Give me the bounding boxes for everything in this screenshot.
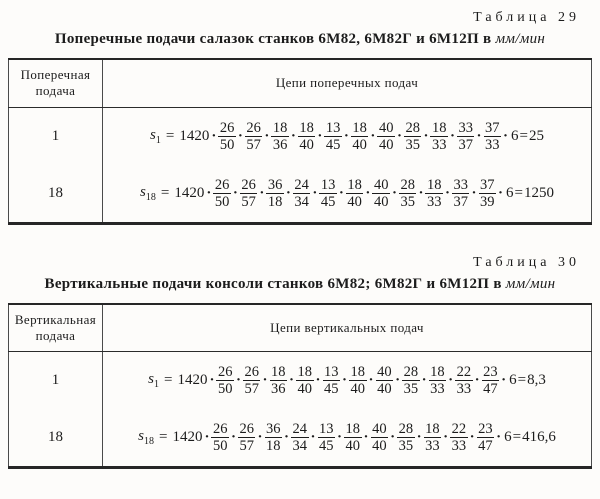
multiply-dot-icon: · (317, 127, 323, 144)
fraction-denominator: 33 (485, 136, 500, 153)
gear-ratio-fraction (477, 421, 495, 454)
fraction-denominator: 45 (319, 438, 334, 455)
equals-sign: = (517, 372, 527, 389)
gear-ratio-fraction (265, 421, 283, 454)
fraction-numerator: 18 (352, 119, 367, 136)
fraction-denominator: 37 (458, 136, 473, 153)
gear-ratio-fraction (402, 364, 420, 397)
gear-ratio-fraction (425, 177, 443, 210)
feed-chain-formula (103, 120, 591, 153)
gear-ratio-fraction (271, 120, 289, 153)
table-row (9, 352, 592, 410)
fraction-numerator: 13 (325, 119, 341, 136)
fraction-numerator: 18 (425, 421, 440, 438)
fraction-numerator: 18 (272, 119, 288, 136)
fraction-numerator: 13 (319, 421, 334, 438)
fraction-numerator: 26 (244, 364, 259, 381)
formula-subscript: 1 (153, 379, 159, 391)
fraction-denominator: 40 (345, 438, 361, 455)
equals-sign: = (163, 372, 173, 389)
fraction-numerator: 24 (294, 176, 309, 193)
fraction-denominator: 18 (266, 438, 281, 455)
equals-sign: = (160, 184, 170, 201)
fraction-denominator: 34 (294, 193, 309, 210)
fraction-denominator: 40 (377, 381, 392, 398)
fraction-denominator: 33 (451, 438, 467, 455)
fraction-denominator: 57 (239, 438, 254, 455)
fraction-denominator: 34 (292, 438, 308, 455)
multiply-dot-icon: · (237, 127, 243, 144)
table-title-unit: мм/мин (495, 31, 546, 47)
multiply-dot-icon: · (342, 372, 348, 389)
multiply-dot-icon: · (474, 372, 480, 389)
fraction-denominator: 40 (352, 136, 367, 153)
fraction-numerator: 40 (378, 119, 394, 136)
gear-ratio-fraction (450, 421, 468, 454)
formula-subscript: 18 (145, 191, 156, 203)
table-row (9, 165, 592, 223)
multiply-dot-icon: · (396, 127, 402, 144)
table-caption: Таблица 30 (473, 254, 580, 270)
gear-ratio-fraction (399, 177, 417, 210)
header-row (9, 304, 592, 352)
fraction-denominator: 57 (241, 193, 256, 210)
gear-ratio-fraction (404, 120, 422, 153)
multiply-dot-icon: · (262, 372, 268, 389)
fraction-denominator: 45 (324, 381, 339, 398)
gear-ratio-fraction (455, 364, 473, 397)
gear-ratio-fraction (351, 120, 369, 153)
equals-sign: = (519, 127, 528, 144)
fraction-denominator: 40 (372, 438, 387, 455)
multiply-dot-icon: · (448, 372, 454, 389)
multiply-dot-icon: · (496, 429, 502, 446)
multiply-dot-icon: · (285, 184, 291, 201)
multiply-dot-icon: · (498, 184, 504, 201)
formula-coefficient: 1420 (172, 429, 203, 446)
equals-sign: = (512, 429, 522, 446)
multiply-dot-icon: · (363, 429, 369, 446)
gear-ratio-fraction (349, 364, 367, 397)
table-caption: Таблица 29 (473, 10, 580, 25)
gear-ratio-fraction (216, 364, 234, 397)
formula-result: 1250 (523, 184, 554, 201)
fraction-numerator: 28 (403, 364, 419, 381)
fraction-numerator: 40 (373, 176, 389, 193)
gear-ratio-fraction (319, 177, 337, 210)
gear-ratio-fraction (238, 421, 256, 454)
multiply-dot-icon: · (230, 429, 236, 446)
fraction-denominator: 47 (483, 381, 498, 398)
fraction-denominator: 50 (219, 136, 235, 153)
gear-ratio-fraction (346, 177, 364, 210)
multiply-dot-icon: · (290, 127, 296, 144)
gear-ratio-fraction (482, 364, 500, 397)
fraction-numerator: 18 (430, 364, 445, 381)
fraction-denominator: 35 (400, 193, 415, 210)
multiply-dot-icon: · (259, 184, 265, 201)
formula-coefficient: 1420 (179, 127, 210, 144)
multiply-dot-icon: · (370, 127, 376, 144)
multiply-dot-icon: · (232, 184, 238, 201)
fraction-numerator: 18 (431, 119, 447, 136)
multiply-dot-icon: · (289, 372, 295, 389)
fraction-numerator: 36 (266, 421, 281, 438)
equals-sign: = (158, 429, 168, 446)
fraction-numerator: 36 (267, 176, 283, 193)
formula-coefficient: 1420 (177, 372, 208, 389)
fraction-numerator: 18 (345, 421, 361, 438)
fraction-numerator: 18 (350, 364, 366, 381)
fraction-numerator: 24 (292, 421, 308, 438)
multiply-dot-icon: · (423, 127, 429, 144)
feed-number: 1 (9, 352, 103, 410)
column-header-feed (9, 59, 103, 107)
fraction-numerator: 22 (451, 421, 467, 438)
fraction-denominator: 45 (320, 193, 336, 210)
multiply-dot-icon: · (443, 429, 449, 446)
feed-number: 18 (9, 410, 103, 468)
formula-cell (103, 410, 592, 468)
fraction-numerator: 37 (480, 176, 495, 193)
gear-ratio-fraction (424, 421, 442, 454)
gear-ratio-fraction (266, 177, 284, 210)
gear-ratio-fraction (372, 177, 390, 210)
fraction-denominator: 40 (350, 381, 366, 398)
fraction-denominator: 35 (403, 381, 419, 398)
multiply-dot-icon: · (368, 372, 374, 389)
transverse-feeds-table (8, 58, 592, 225)
multiply-dot-icon: · (315, 372, 321, 389)
formula-cell (103, 165, 592, 223)
fraction-numerator: 28 (405, 119, 420, 136)
fraction-numerator: 26 (217, 364, 233, 381)
fraction-denominator: 50 (217, 381, 233, 398)
fraction-numerator: 40 (377, 364, 392, 381)
fraction-denominator: 45 (325, 136, 341, 153)
fraction-denominator: 40 (373, 193, 389, 210)
gear-ratio-fraction (323, 364, 341, 397)
multiply-dot-icon: · (257, 429, 263, 446)
feed-chain-formula (103, 177, 591, 210)
equals-sign: = (165, 127, 175, 144)
fraction-denominator: 36 (272, 136, 288, 153)
fraction-denominator: 33 (426, 193, 442, 210)
fraction-denominator: 33 (430, 381, 445, 398)
fraction-numerator: 26 (239, 421, 254, 438)
formula-variable-group (138, 428, 154, 447)
fraction-numerator: 26 (212, 421, 228, 438)
gear-ratio-fraction (397, 421, 415, 454)
gear-ratio-fraction (240, 177, 258, 210)
formula-tail-factor: 6 (511, 127, 519, 144)
formula-result: 416,6 (522, 429, 556, 446)
column-header-chains: Цепи вертикальных подач (103, 304, 592, 352)
fraction-numerator: 26 (241, 176, 256, 193)
gear-ratio-fraction (245, 120, 263, 153)
formula-variable: s (148, 371, 154, 388)
fraction-denominator: 40 (347, 193, 362, 210)
multiply-dot-icon: · (503, 127, 509, 144)
column-header-chains: Цепи поперечных подач (103, 59, 592, 107)
table-body (9, 107, 592, 223)
formula-cell (103, 107, 592, 165)
multiply-dot-icon: · (310, 429, 316, 446)
gear-ratio-fraction (479, 177, 497, 210)
feed-number: 1 (9, 107, 103, 165)
formula-tail-factor: 6 (504, 429, 512, 446)
fraction-denominator: 33 (425, 438, 440, 455)
formula-tail-factor: 6 (506, 184, 514, 201)
fraction-numerator: 18 (426, 176, 442, 193)
column-header-feed-line2: подача (35, 327, 76, 343)
header-row (9, 59, 592, 107)
table-body (9, 352, 592, 468)
gear-ratio-fraction (324, 120, 342, 153)
table-title-unit: мм/мин (505, 275, 556, 292)
gear-ratio-fraction (243, 364, 261, 397)
gear-ratio-fraction (376, 364, 394, 397)
gear-ratio-fraction (296, 364, 314, 397)
gear-ratio-fraction (430, 120, 448, 153)
gear-ratio-fraction (218, 120, 236, 153)
gear-ratio-fraction (211, 421, 229, 454)
multiply-dot-icon: · (449, 127, 455, 144)
gear-ratio-fraction (457, 120, 475, 153)
fraction-denominator: 40 (378, 136, 394, 153)
multiply-dot-icon: · (421, 372, 427, 389)
formula-coefficient: 1420 (174, 184, 205, 201)
column-header-feed-line2: подача (35, 83, 76, 99)
table-title-text: Вертикальные подачи консоли станков 6М82; 6М82Г и 6М12П в (44, 275, 502, 292)
fraction-denominator: 57 (246, 136, 261, 153)
fraction-numerator: 18 (271, 364, 286, 381)
gear-ratio-fraction (371, 421, 389, 454)
multiply-dot-icon: · (471, 184, 477, 201)
fraction-denominator: 18 (267, 193, 283, 210)
multiply-dot-icon: · (204, 429, 210, 446)
multiply-dot-icon: · (235, 372, 241, 389)
table-title-text: Поперечные подачи салазок станков 6М82, 6М82Г и 6М12П в (54, 31, 492, 47)
multiply-dot-icon: · (365, 184, 371, 201)
fraction-numerator: 23 (478, 421, 493, 438)
multiply-dot-icon: · (338, 184, 344, 201)
gear-ratio-fraction (452, 177, 470, 210)
table-row (9, 107, 592, 165)
fraction-denominator: 50 (214, 193, 230, 210)
gear-ratio-fraction (298, 120, 316, 153)
formula-subscript: 1 (155, 134, 161, 146)
fraction-numerator: 40 (372, 421, 387, 438)
formula-result: 25 (528, 127, 544, 144)
fraction-numerator: 26 (214, 176, 230, 193)
formula-variable: s (140, 183, 146, 200)
fraction-numerator: 18 (299, 119, 314, 136)
formula-variable-group (140, 184, 156, 203)
fraction-numerator: 33 (453, 176, 468, 193)
fraction-denominator: 37 (453, 193, 468, 210)
gear-ratio-fraction (377, 120, 395, 153)
table-30-block (8, 255, 592, 470)
gear-ratio-fraction (213, 177, 231, 210)
multiply-dot-icon: · (395, 372, 401, 389)
fraction-numerator: 28 (400, 176, 415, 193)
column-header-feed (9, 304, 103, 352)
multiply-dot-icon: · (337, 429, 343, 446)
gear-ratio-fraction (344, 421, 362, 454)
table-29-block (8, 10, 592, 225)
gear-ratio-fraction (484, 120, 502, 153)
table-row (9, 410, 592, 468)
fraction-numerator: 23 (483, 364, 498, 381)
multiply-dot-icon: · (284, 429, 290, 446)
fraction-denominator: 33 (456, 381, 472, 398)
gear-ratio-fraction (293, 177, 311, 210)
formula-variable: s (138, 428, 144, 445)
gear-ratio-fraction (291, 421, 309, 454)
column-header-feed-line1: Вертикальная (14, 311, 97, 327)
multiply-dot-icon: · (416, 429, 422, 446)
multiply-dot-icon: · (264, 127, 270, 144)
fraction-numerator: 13 (320, 176, 336, 193)
table-title (8, 276, 592, 293)
fraction-denominator: 35 (405, 136, 420, 153)
formula-variable-group (148, 371, 159, 390)
fraction-numerator: 22 (456, 364, 472, 381)
feed-number: 18 (9, 165, 103, 223)
multiply-dot-icon: · (418, 184, 424, 201)
multiply-dot-icon: · (476, 127, 482, 144)
multiply-dot-icon: · (343, 127, 349, 144)
formula-subscript: 18 (143, 436, 154, 448)
column-header-feed-line1: Поперечная (20, 67, 91, 82)
fraction-numerator: 26 (219, 119, 235, 136)
fraction-numerator: 13 (324, 364, 339, 381)
fraction-denominator: 50 (212, 438, 228, 455)
fraction-denominator: 40 (297, 381, 313, 398)
feed-chain-formula (103, 421, 591, 454)
multiply-dot-icon: · (444, 184, 450, 201)
fraction-numerator: 37 (485, 119, 500, 136)
fraction-denominator: 33 (431, 136, 447, 153)
multiply-dot-icon: · (390, 429, 396, 446)
fraction-denominator: 39 (480, 193, 495, 210)
multiply-dot-icon: · (211, 127, 217, 144)
gear-ratio-fraction (429, 364, 447, 397)
fraction-numerator: 18 (347, 176, 362, 193)
gear-ratio-fraction (270, 364, 288, 397)
formula-variable-group (150, 127, 161, 146)
feed-chain-formula (103, 364, 591, 397)
multiply-dot-icon: · (391, 184, 397, 201)
multiply-dot-icon: · (209, 372, 215, 389)
fraction-denominator: 47 (478, 438, 493, 455)
multiply-dot-icon: · (206, 184, 212, 201)
formula-cell (103, 352, 592, 410)
fraction-numerator: 33 (458, 119, 473, 136)
fraction-numerator: 26 (246, 119, 261, 136)
fraction-numerator: 18 (297, 364, 313, 381)
multiply-dot-icon: · (501, 372, 507, 389)
formula-result: 8,3 (527, 372, 546, 389)
fraction-denominator: 35 (398, 438, 414, 455)
multiply-dot-icon: · (469, 429, 475, 446)
multiply-dot-icon: · (312, 184, 318, 201)
formula-tail-factor: 6 (509, 372, 517, 389)
vertical-feeds-table (8, 303, 592, 470)
equals-sign: = (514, 184, 523, 201)
formula-variable: s (150, 126, 156, 143)
table-title (8, 31, 592, 48)
fraction-denominator: 36 (271, 381, 286, 398)
fraction-denominator: 57 (244, 381, 259, 398)
fraction-denominator: 40 (299, 136, 314, 153)
gear-ratio-fraction (318, 421, 336, 454)
fraction-numerator: 28 (398, 421, 414, 438)
